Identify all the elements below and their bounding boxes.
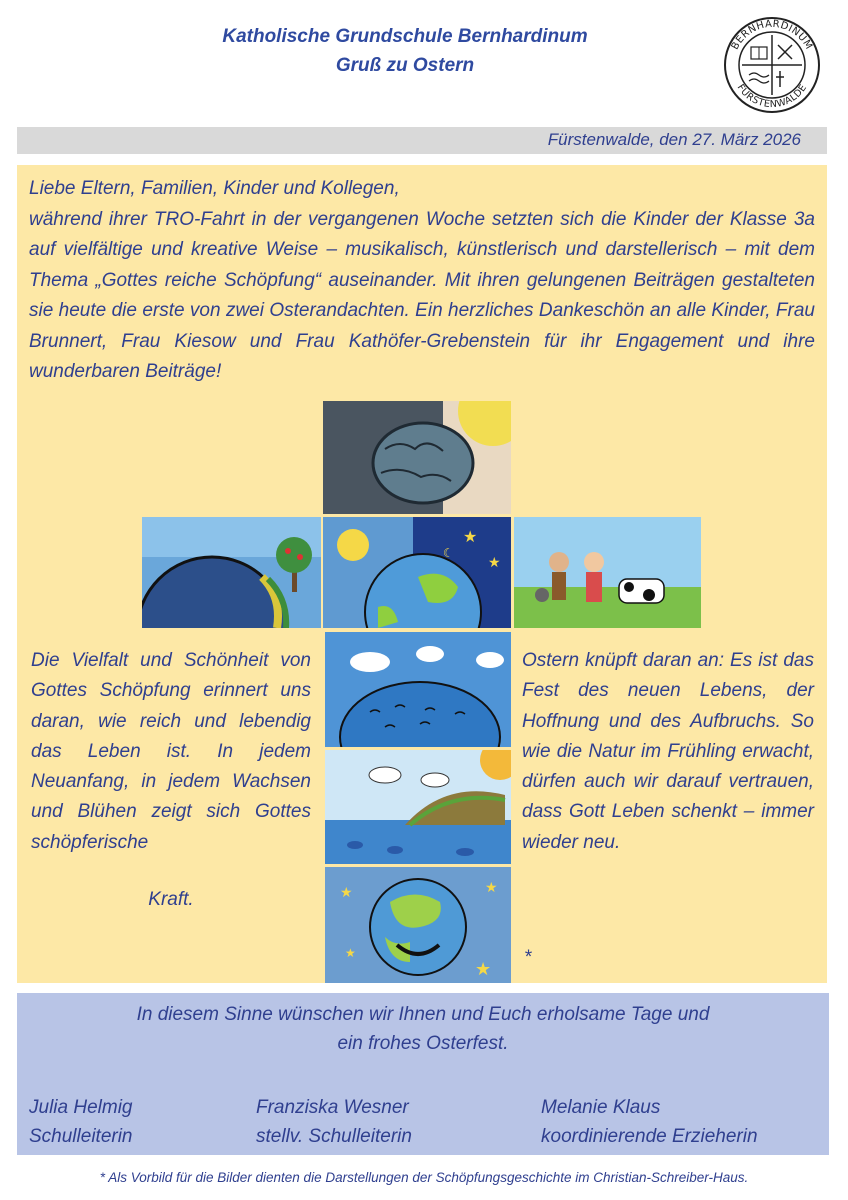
- letter-subtitle: Gruß zu Ostern: [335, 55, 475, 76]
- footnote-marker: *: [524, 947, 532, 968]
- signature-block: [256, 1093, 412, 1151]
- signature-name: Franziska Wesner: [256, 1097, 409, 1118]
- signature-name: Julia Helmig: [29, 1097, 133, 1118]
- date-bar: [17, 127, 827, 154]
- seal-top-text: BERNHARDINUM: [729, 18, 815, 52]
- closing-line-2: ein frohes Osterfest.: [337, 1033, 509, 1054]
- intro-paragraph: [29, 174, 815, 388]
- intro-body: während ihrer TRO-Fahrt in der vergangenen Woche setzten sich die Kinder der Klasse 3a auf vielfältige und kreative Weise – musikalisch, künstlerisch und darstellerisch – mit dem Thema „Gottes reiche Schöpfung“ auseinander. Mit ihren gelungenen Beiträgen gestalteten sie heute die erste von zwei Osterandachten. Ein herzliches Dankeschön an alle Kinder, Frau Brunnert, Frau Kiesow und Frau Kathöfer-Grebenstein für ihr Engagement und ihre wunderbaren Beiträge!: [29, 208, 815, 382]
- svg-text:★: ★: [485, 879, 498, 895]
- school-name: Katholische Grundschule Bernhardinum: [222, 26, 588, 47]
- signature-block: [541, 1093, 758, 1151]
- svg-text:☾: ☾: [443, 546, 454, 560]
- left-paragraph: Die Vielfalt und Schönheit von Gottes Schöpfung erinnert uns daran, wie reich und lebendig das Leben ist. In jedem Neuanfang, in jedem Wachsen und Blühen zeigt sich Gottes schöpferische: [31, 650, 311, 853]
- svg-text:★: ★: [463, 529, 478, 546]
- right-paragraph: Ostern knüpft daran an: Es ist das Fest des neuen Lebens, der Hoffnung und des Aufbruchs. So wie die Natur im Frühling erwacht, dürfen auch wir darauf vertrauen, dass Gott Leben schenkt – immer wieder neu.: [522, 650, 814, 853]
- left-paragraph-last-word: Kraft.: [148, 889, 194, 910]
- greeting: Liebe Eltern, Familien, Kinder und Kollegen,: [29, 178, 400, 199]
- svg-text:★: ★: [475, 959, 492, 979]
- footnote: * Als Vorbild für die Bilder dienten die Darstellungen der Schöpfungsgeschichte im Christian-Schreiber-Haus.: [99, 1170, 749, 1185]
- drawing-earth-sun-moon: [323, 517, 511, 628]
- closing-wishes: [17, 1000, 829, 1058]
- drawing-earth-tree: [142, 517, 321, 628]
- svg-text:★: ★: [340, 884, 353, 900]
- signature-name: Melanie Klaus: [541, 1097, 661, 1118]
- letter-header: [110, 22, 700, 80]
- drawing-smiling-earth: [325, 867, 511, 983]
- svg-text:★: ★: [345, 946, 356, 960]
- seal-bottom-text: FÜRSTENWALDE: [734, 82, 810, 111]
- date-line: Fürstenwalde, den 27. März 2026: [547, 130, 801, 149]
- drawing-people-cow: [514, 517, 701, 628]
- signature-role: stellv. Schulleiterin: [256, 1126, 412, 1147]
- signature-block: [29, 1093, 133, 1151]
- school-seal-logo: [716, 15, 828, 115]
- svg-text:★: ★: [488, 554, 501, 570]
- closing-line-1: In diesem Sinne wünschen wir Ihnen und Euch erholsame Tage und: [136, 1004, 710, 1025]
- drawing-island-fish: [325, 750, 511, 864]
- signature-role: Schulleiterin: [29, 1126, 133, 1147]
- drawing-dark-globe: [323, 401, 511, 514]
- drawing-sea-clouds: [325, 632, 511, 747]
- signature-role: koordinierende Erzieherin: [541, 1126, 758, 1147]
